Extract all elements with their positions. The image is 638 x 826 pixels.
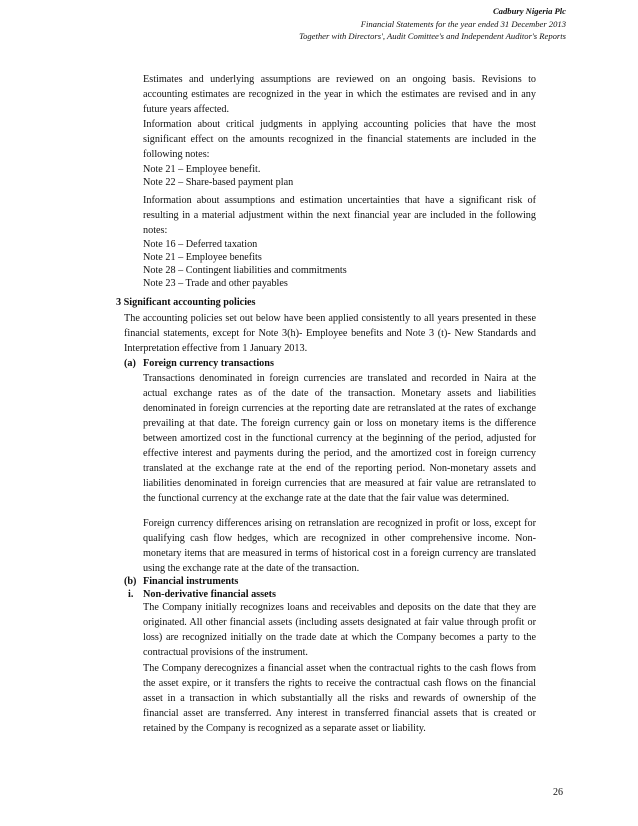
item-label: i. [128,589,134,600]
subsection-label: (a) [124,358,136,369]
company-name: Cadbury Nigeria Plc [492,6,566,16]
header-subtitle: Financial Statements for the year ended 31 December 2013 [360,18,566,29]
page-number: 26 [553,787,563,798]
paragraph-judgments: Information about critical judgments in applying accounting policies that have the most significant effect on the amounts recognized in the financial statements are included in the following notes: [143,119,536,160]
paragraph-assumptions: Information about assumptions and estimation uncertainties that have a significant risk of resulting in a material adjustment within the next financial year are included in the following notes: [143,195,536,236]
list-item: Note 28 – Contingent liabilities and commitments [143,265,347,276]
paragraph-foreign-currency: Transactions denominated in foreign currencies are translated and recorded in Naira at the actual exchange rates as of the date of the transaction. Monetary assets and liabilities denominated in foreign currencies at the reporting date are retranslated at the rates of exchange prevailing at that date. The foreign currency gain or loss on monetary items is the difference between amortized cost in the functional currency at the beginning of the period, adjusted for effective interest and payments during the period, and the amortized cost in foreign currency translated at the exchange rate at the end of the reporting period. Non-monetary assets and liabilities denominated in foreign currencies that are measured at fair value are retranslated to the functional currency at the exchange rate at the date that the fair value was determined. [143,373,536,504]
paragraph-estimates: Estimates and underlying assumptions are reviewed on an ongoing basis. Revisions to accounting estimates are recognized in the year in which the estimates are revised and in any future years affected. [143,74,536,115]
list-item: Note 21 – Employee benefits [143,252,262,263]
paragraph-foreign-currency-differences: Foreign currency differences arising on retranslation are recognized in profit or loss, except for qualifying cash flow hedges, which are recognized in other comprehensive income. Non-monetary items that are measured in terms of historical cost in a foreign currency are translated using the exchange rate at the date of the transaction. [143,518,536,574]
paragraph-recognition: The Company initially recognizes loans and receivables and deposits on the date that they are originated. All other financial assets (including assets designated at fair value through profit or loss) are recognized initially on the trade date at which the Company becomes a party to the contractual provisions of the instrument. [143,602,536,658]
section-heading: 3 Significant accounting policies [116,297,256,308]
header-subtitle-2: Together with Directors', Audit Comittee's and Independent Auditor's Reports [299,31,566,41]
item-heading: Non-derivative financial assets [143,589,276,600]
list-item: Note 16 – Deferred taxation [143,239,258,250]
paragraph-derecognition: The Company derecognizes a financial asset when the contractual rights to the cash flows from the asset expire, or it transfers the rights to receive the contractual cash flows on the financial asset in a transaction in which substantially all the risks and rewards of ownership of the financial asset are transferred. Any interest in transferred financial assets that is created or retained by the Company is recognized as a separate asset or liability. [143,663,536,734]
subsection-heading: Financial instruments [143,576,239,587]
list-item: Note 23 – Trade and other payables [143,278,288,289]
paragraph-policies: The accounting policies set out below have been applied consistently to all years presented in these financial statements, except for Note 3(h)- Employee benefits and Note 3 (t)- New Standards and Interpretation effective from 1 January 2013. [124,313,536,354]
subsection-label: (b) [124,576,137,587]
list-item: Note 21 – Employee benefit. [143,164,261,175]
list-item: Note 22 – Share-based payment plan [143,177,294,188]
subsection-heading: Foreign currency transactions [143,358,274,369]
page-header [299,5,566,43]
